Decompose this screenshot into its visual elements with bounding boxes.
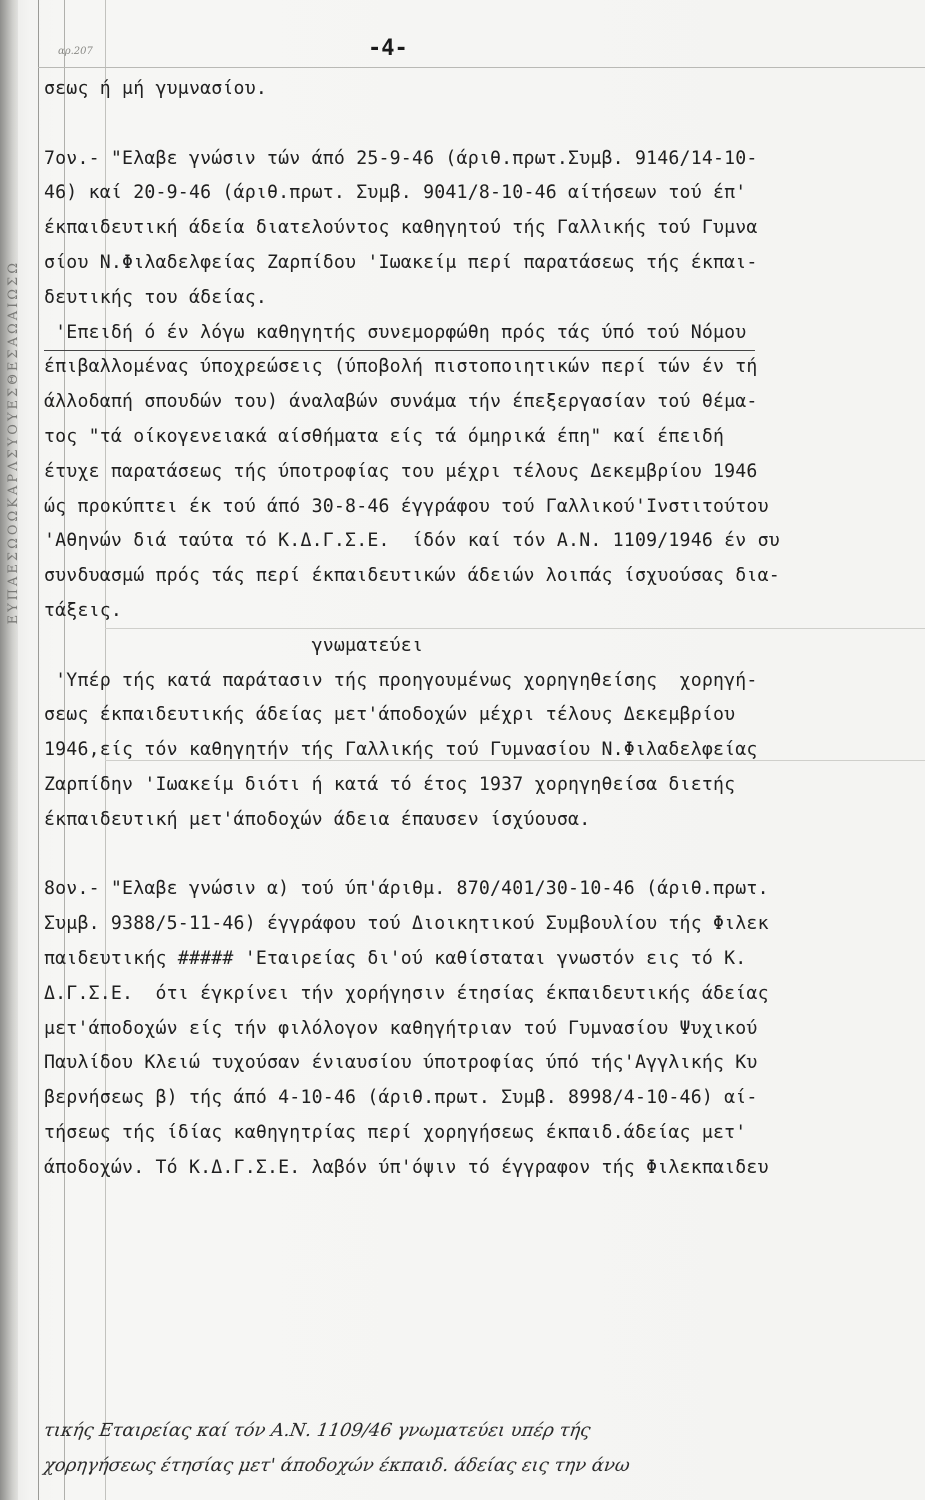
text-line bbox=[44, 1186, 914, 1221]
page-number: -4- bbox=[368, 36, 408, 61]
text-line: έπιβαλλομένας ύποχρεώσεις (ύποβολή πιστοποιητικών περί τών έν τή bbox=[44, 356, 758, 378]
text-line: 46) καί 20-9-46 (άριθ.πρωτ. Συμβ. 9041/8-10-46 αίτήσεων τού έπ' bbox=[44, 182, 747, 204]
text-line bbox=[44, 838, 914, 873]
text-line: Δ.Γ.Σ.Ε. ότι έγκρίνει τήν χορήγησιν έτησίας έκπαιδευτικής άδείας bbox=[44, 982, 769, 1004]
text-line: τήσεως τής ίδίας καθηγητρίας περί χορηγήσεως έκπαιδ.άδείας μετ' bbox=[44, 1121, 747, 1143]
text-line: άλλοδαπή σπουδών του) άναλαβών συνάμα τήν έπεξεργασίαν τού θέμα- bbox=[44, 391, 758, 413]
body-text bbox=[44, 72, 914, 1255]
text-line: τάξεις. bbox=[44, 599, 123, 621]
text-line: μετ'άποδοχών είς τήν φιλόλογον καθηγήτριαν τού Γυμνασίου Ψυχικού bbox=[44, 1017, 758, 1039]
text-line: δευτικής του άδείας. bbox=[44, 286, 267, 308]
text-line: σεως ή μή γυμνασίου. bbox=[44, 78, 267, 99]
text-line: γνωματεύει bbox=[44, 634, 424, 656]
text-line: Συμβ. 9388/5-11-46) έγγράφου τού Διοικητικού Συμβουλίου τής Φιλεκ bbox=[44, 913, 769, 935]
text-line: βερνήσεως β) τής άπό 4-10-46 (άριθ.πρωτ. Συμβ. 8998/4-10-46) αί- bbox=[44, 1087, 758, 1109]
text-line: έτυχε παρατάσεως τής ύποτροφίας του μέχρι τέλους Δεκεμβρίου 1946 bbox=[44, 460, 758, 482]
text-line: Ζαρπίδην 'Ιωακείμ διότι ή κατά τό έτος 1937 χορηγηθείσα διετής bbox=[44, 773, 736, 795]
top-left-mark: αρ.207 bbox=[58, 46, 93, 57]
text-line: σίου Ν.Φιλαδελφείας Ζαρπίδου 'Ιωακείμ περί παρατάσεως τής έκπαι- bbox=[44, 251, 758, 273]
text-line: 1946,είς τόν καθηγητήν τής Γαλλικής τού Γυμνασίου Ν.Φιλαδελφείας bbox=[44, 739, 758, 761]
text-line: 'Επειδή ό έν λόγω καθηγητής συνεμορφώθη πρός τάς ύπό τού Νόμου bbox=[44, 321, 747, 343]
text-line: 'Αθηνών διά ταύτα τό Κ.Δ.Γ.Σ.Ε. ίδόν καί τόν Α.Ν. 1109/1946 έν συ bbox=[44, 530, 780, 552]
handwritten-line: τικής Εταιρείας καί τόν Α.Ν. 1109/46 γνωματεύει υπέρ τής bbox=[42, 1420, 592, 1441]
text-line: έκπαιδευτική άδεία διατελούντος καθηγητού τής Γαλλικής τού Γυμνα bbox=[44, 217, 758, 239]
text-line bbox=[44, 107, 914, 142]
text-line: συνδυασμώ πρός τάς περί έκπαιδευτικών άδειών λοιπάς ίσχυούσας δια- bbox=[44, 565, 780, 587]
text-line: ώς προκύπτει έκ τού άπό 30-8-46 έγγράφου τού Γαλλικού'Ινστιτούτου bbox=[44, 495, 769, 517]
text-line: τος "τά οίκογενειακά αίσθήματα είς τά όμηρικά έπη" καί έπειδή bbox=[44, 425, 725, 447]
side-stamp: ΕΥΠΑΕΣΩΟΩΚΑΡΛΣΥΟΥΕΣΘΕΣΑΩΑΙΩΣΩ bbox=[6, 260, 21, 625]
text-line bbox=[44, 1220, 914, 1255]
text-line: έκπαιδευτική μετ'άποδοχών άδεια έπαυσεν ίσχύουσα. bbox=[44, 808, 591, 830]
text-line: Παυλίδου Κλειώ τυχούσαν ένιαυσίου ύποτροφίας ύπό τής'Αγγλικής Κυ bbox=[44, 1052, 758, 1074]
ruled-line bbox=[38, 67, 925, 68]
text-line: άποδοχών. Τό Κ.Δ.Γ.Σ.Ε. λαβόν ύπ'όψιν τό έγγραφον τής Φιλεκπαιδευ bbox=[44, 1156, 769, 1178]
binding-shadow bbox=[0, 0, 18, 1500]
text-line: 8ον.- "Ελαβε γνώσιν α) τού ύπ'άριθμ. 870/401/30-10-46 (άριθ.πρωτ. bbox=[44, 878, 769, 900]
text-line: 'Υπέρ τής κατά παράτασιν τής προηγουμένως χορηγηθείσης χορηγή- bbox=[44, 669, 758, 691]
text-line: παιδευτικής ##### 'Εταιρείας δι'ού καθίσταται γνωστόν εις τό Κ. bbox=[44, 947, 747, 969]
margin-rule-left bbox=[38, 0, 39, 1500]
handwritten-line: χορηγήσεως έτησίας μετ' άποδοχών έκπαιδ. άδείας εις την άνω bbox=[42, 1455, 632, 1476]
text-line: σεως έκπαιδευτικής άδείας μετ'άποδοχών μέχρι τέλους Δεκεμβρίου bbox=[44, 704, 736, 726]
text-line: 7ον.- "Ελαβε γνώσιν τών άπό 25-9-46 (άριθ.πρωτ.Συμβ. 9146/14-10- bbox=[44, 147, 758, 169]
